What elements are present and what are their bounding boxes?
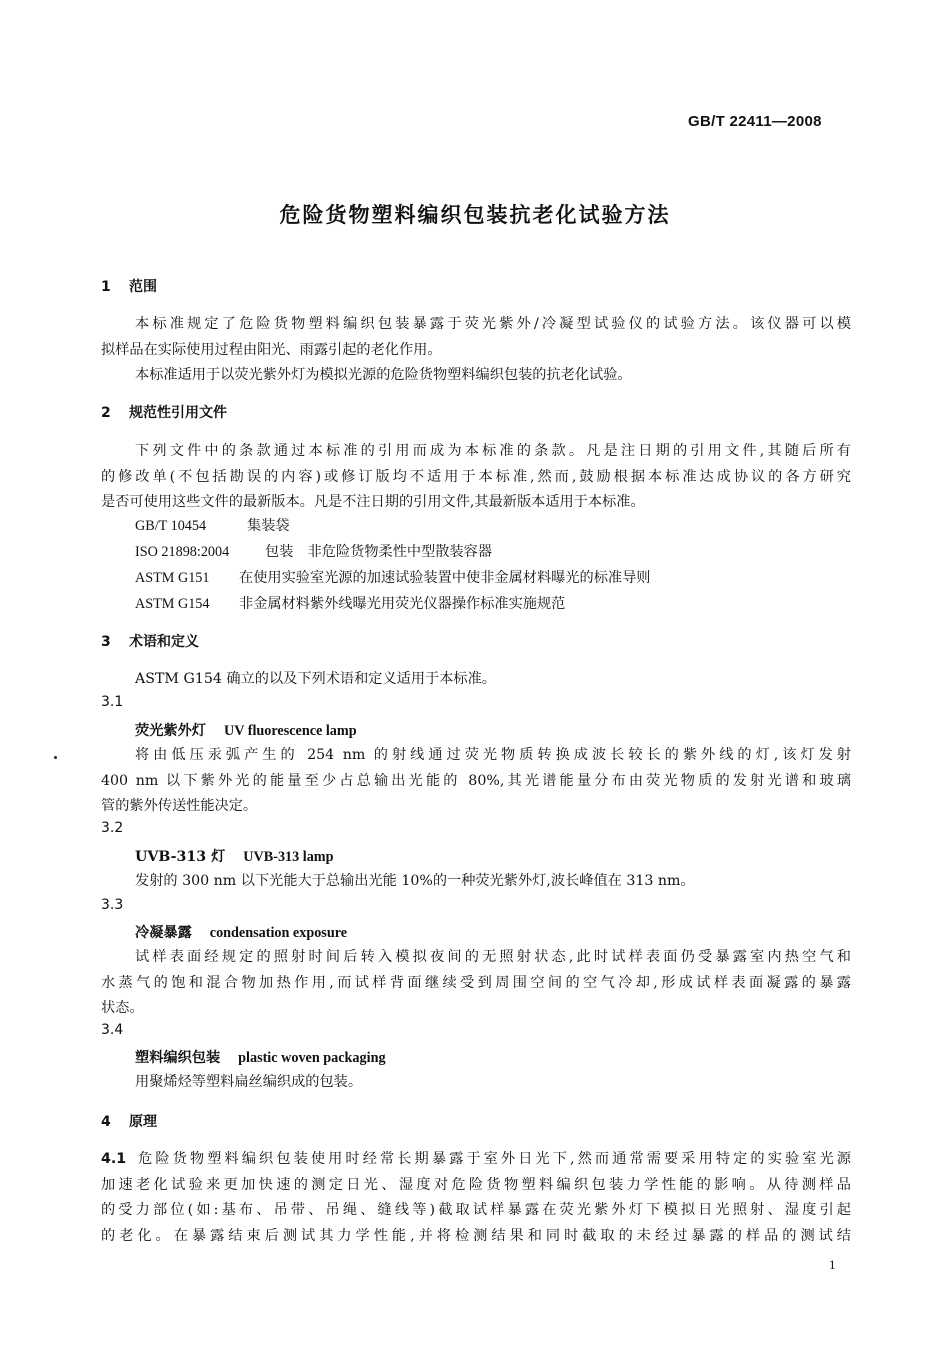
clause-first-line: 危险货物塑料编织包装使用时经常长期暴露于室外日光下,然而通常需要采用特定的实验室光源 [135,1151,851,1167]
section-number: 4 [101,1114,111,1130]
term-en: plastic woven packaging [238,1050,386,1066]
term-zh: UVB-313 灯 [135,849,226,865]
text-line: 加速老化试验来更加快速的测定日光、湿度对危险货物塑料编织包装力学性能的影响。从待测样品 [101,1176,851,1193]
clause-number: 4.1 [101,1151,127,1167]
term-zh: 塑料编织包装 [135,1050,221,1066]
text-line [101,1147,851,1173]
term-heading [135,846,334,866]
term-definition [101,869,851,895]
section-title: 规范性引用文件 [129,405,227,421]
reference-code: ASTM G154 [135,596,210,612]
text-line: 发射的 300 nm 以下光能大于总输出光能 10%的一种荧光紫外灯,波长峰值在 313 nm。 [135,873,695,889]
reference-item [135,541,492,561]
reference-item [135,593,565,613]
section-1-heading [101,276,157,296]
text-line: 试样表面经规定的照射时间后转入模拟夜间的无照射状态,此时试样表面仍受暴露室内热空气和 [135,949,851,965]
section-title: 术语和定义 [129,634,199,650]
reference-code: GB/T 10454 [135,518,207,534]
reference-code: ISO 21898:2004 [135,544,230,560]
term-number: 3.3 [101,897,124,913]
term-definition [101,945,851,1022]
term-en: UVB-313 lamp [243,849,334,865]
section-title: 范围 [129,279,157,295]
section-2-heading [101,402,227,422]
text-line: 拟样品在实际使用过程由阳光、雨露引起的老化作用。 [101,341,442,358]
term-definition [101,1070,851,1096]
text-line: 本标准规定了危险货物塑料编织包装暴露于荧光紫外/冷凝型试验仪的试验方法。该仪器可以模 [135,316,851,332]
section-3-intro: ASTM G154 确立的以及下列术语和定义适用于本标准。 [135,671,496,687]
standard-code: GB/T 22411—2008 [688,113,822,130]
page-number: 1 [829,1257,836,1272]
section-4-heading [101,1111,157,1131]
term-en: UV fluorescence lamp [223,723,357,739]
section-3-heading [101,631,199,651]
reference-title: 包装 非危险货物柔性中型散装容器 [265,544,493,560]
text-line: 400 nm 以下紫外光的能量至少占总输出光能的 80%,其光谱能量分布由荧光物质的发射光谱和玻璃 [101,772,851,789]
text-line: 的老化。在暴露结束后测试其力学性能,并将检测结果和同时截取的未经过暴露的样品的测试结 [101,1228,851,1245]
text-line: 的修改单(不包括勘误的内容)或修订版均不适用于本标准,然而,鼓励根据本标准达成协议的各方研究 [101,468,851,485]
reference-title: 非金属材料紫外线曝光用荧光仪器操作标准实施规范 [239,596,566,612]
term-heading [135,720,357,740]
text-line: 是否可使用这些文件的最新版本。凡是不注日期的引用文件,其最新版本适用于本标准。 [101,494,645,511]
scan-artifact-dot [54,756,57,759]
section-1-paragraph-1 [101,312,851,363]
section-title: 原理 [129,1114,157,1130]
section-2-paragraph [101,439,851,516]
term-en: condensation exposure [209,925,348,941]
section-number: 2 [101,405,111,421]
term-number: 3.2 [101,820,124,836]
reference-title: 在使用实验室光源的加速试验装置中使非金属材料曝光的标准导则 [239,570,651,586]
document-title: 危险货物塑料编织包装抗老化试验方法 [279,203,671,227]
term-zh: 荧光紫外灯 [135,723,206,739]
reference-item [135,567,650,587]
clause-4-1 [101,1147,851,1250]
term-number: 3.4 [101,1022,124,1038]
reference-item [135,515,290,535]
term-number: 3.1 [101,694,124,710]
term-heading [135,1047,386,1067]
reference-code: ASTM G151 [135,570,210,586]
term-zh: 冷凝暴露 [135,925,192,941]
section-number: 3 [101,634,111,650]
text-line: 状态。 [101,1000,144,1017]
reference-title: 集装袋 [247,518,290,534]
text-line: 的受力部位(如:基布、吊带、吊绳、缝线等)截取试样暴露在荧光紫外灯下模拟日光照射、湿度引起 [101,1202,851,1219]
text-line: 用聚烯烃等塑料扁丝编织成的包装。 [135,1074,363,1090]
text-line: 本标准适用于以荧光紫外灯为模拟光源的危险货物塑料编织包装的抗老化试验。 [135,367,632,383]
text-line: 水蒸气的饱和混合物加热作用,而试样背面继续受到周围空间的空气冷却,形成试样表面凝露的暴露 [101,974,851,991]
text-line: 下列文件中的条款通过本标准的引用而成为本标准的条款。凡是注日期的引用文件,其随后所有 [135,443,851,459]
text-line: 管的紫外传送性能决定。 [101,798,258,815]
term-heading [135,922,347,942]
term-definition [101,743,851,820]
section-number: 1 [101,279,111,295]
text-line: 将由低压汞弧产生的 254 nm 的射线通过荧光物质转换成波长较长的紫外线的灯,该灯发射 [135,747,851,763]
section-1-paragraph-2 [101,363,851,389]
